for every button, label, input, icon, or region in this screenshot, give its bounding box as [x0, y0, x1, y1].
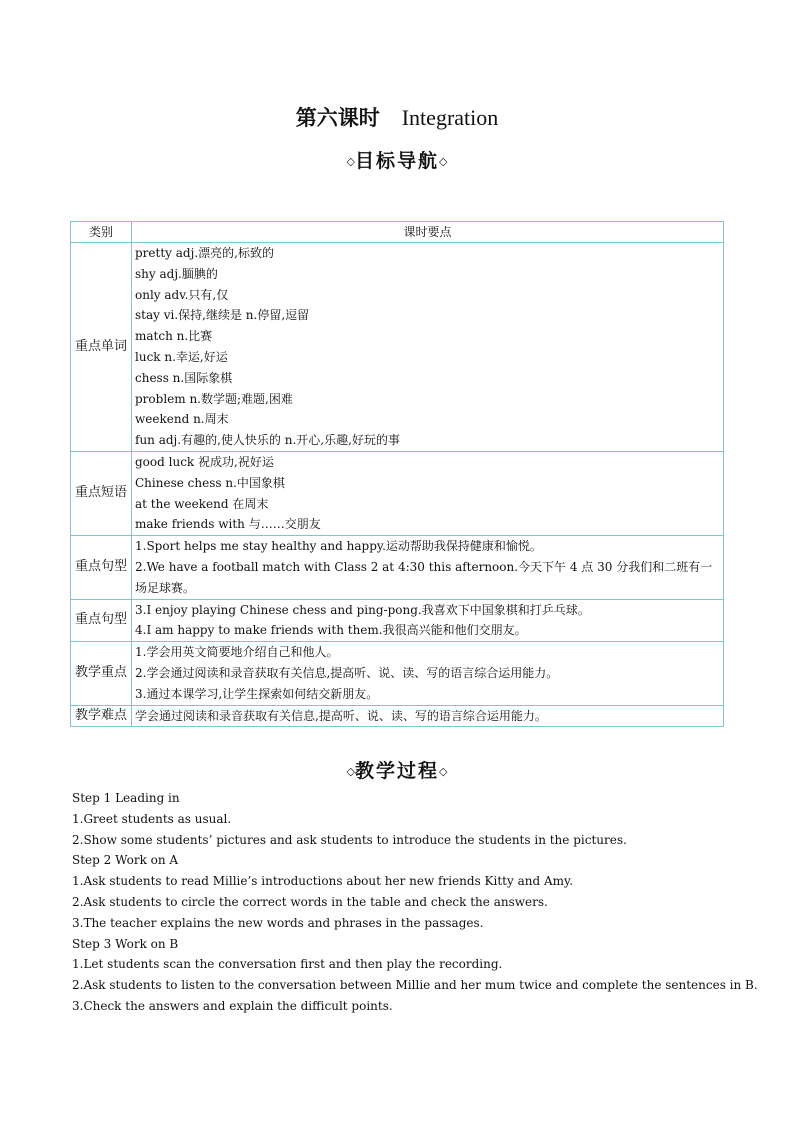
row-category: 教学重点: [71, 642, 132, 705]
diamond-icon: ◇: [439, 765, 448, 778]
content-line: 1.Sport helps me stay healthy and happy.运动帮助我保持健康和愉悦。: [135, 539, 542, 554]
content-line: only adv.只有,仅: [135, 287, 229, 302]
row-category: 教学难点: [71, 705, 132, 727]
step-item: 2.Show some students’ pictures and ask students to introduce the students in the pictures.: [72, 832, 627, 847]
content-line: weekend n.周末: [135, 412, 229, 427]
page-title: [0, 103, 794, 133]
content-line: pretty adj.漂亮的,标致的: [135, 246, 274, 260]
title-chinese: 第六课时: [295, 105, 380, 130]
content-line: make friends with 与……交朋友: [135, 517, 321, 532]
content-line: 4.I am happy to make friends with them.我很高兴能和他们交朋友。: [135, 623, 527, 638]
title-english: Integration: [401, 105, 499, 130]
content-line: at the weekend 在周末: [135, 496, 269, 511]
table-header-row: [71, 222, 724, 243]
row-content: [132, 599, 724, 642]
diamond-icon: ◇: [346, 765, 355, 778]
content-line: 学会通过阅读和录音获取有关信息,提高听、说、读、写的语言综合运用能力。: [135, 708, 547, 723]
table-row: [71, 705, 724, 727]
table-row: [71, 599, 724, 642]
step-item: 3.The teacher explains the new words and phrases in the passages.: [72, 915, 484, 930]
goals-heading: [0, 149, 794, 174]
content-line: fun adj.有趣的,使人快乐的 n.开心,乐趣,好玩的事: [135, 433, 400, 448]
content-line: match n.比赛: [135, 329, 213, 344]
step-heading: Step 3 Work on B: [72, 936, 179, 951]
row-category: 重点句型: [71, 536, 132, 599]
content-line: 2.学会通过阅读和录音获取有关信息,提高听、说、读、写的语言综合运用能力。: [135, 665, 559, 680]
step-item: 1.Let students scan the conversation first and then play the recording.: [72, 957, 503, 972]
goals-heading-text: 目标导航: [354, 150, 439, 172]
row-content: [132, 536, 724, 599]
row-category: 重点句型: [71, 599, 132, 642]
content-line: 2.We have a football match with Class 2 at 4:30 this afternoon.今天下午 4 点 30 分我们和二班有一场足球赛。: [135, 559, 713, 595]
table-row: [71, 451, 724, 535]
row-content: [132, 243, 724, 452]
row-category: 重点短语: [71, 451, 132, 535]
step-item: 1.Greet students as usual.: [72, 811, 232, 826]
row-content: [132, 642, 724, 705]
row-content: [132, 451, 724, 535]
content-line: good luck 祝成功,祝好运: [135, 454, 274, 469]
step-item: 2.Ask students to listen to the conversation between Millie and her mum twice and complete the sentences in B.: [72, 978, 758, 993]
content-line: 3.通过本课学习,让学生探索如何结交新朋友。: [135, 686, 379, 701]
content-line: shy adj.腼腆的: [135, 266, 218, 281]
step-item: 3.Check the answers and explain the difficult points.: [72, 998, 393, 1013]
teaching-process: [72, 788, 758, 1017]
content-line: stay vi.保持,继续是 n.停留,逗留: [135, 308, 310, 323]
process-heading: [0, 759, 794, 784]
process-heading-text: 教学过程: [354, 760, 439, 782]
step-item: 1.Ask students to read Millie’s introductions about her new friends Kitty and Amy.: [72, 874, 574, 889]
content-line: problem n.数学题;难题,困难: [135, 391, 293, 406]
content-line: Chinese chess n.中国象棋: [135, 475, 285, 490]
content-line: chess n.国际象棋: [135, 370, 233, 385]
content-line: 3.I enjoy playing Chinese chess and ping-pong.我喜欢下中国象棋和打乒乓球。: [135, 602, 590, 617]
content-line: 1.学会用英文简要地介绍自己和他人。: [135, 645, 339, 660]
content-line: luck n.幸运,好运: [135, 349, 228, 364]
table-row: [71, 642, 724, 705]
diamond-icon: ◇: [439, 155, 448, 168]
table-row: [71, 243, 724, 452]
row-category: 重点单词: [71, 243, 132, 452]
header-key-points: 课时要点: [132, 222, 724, 243]
header-category: 类别: [71, 222, 132, 243]
table-row: [71, 536, 724, 599]
step-heading: Step 1 Leading in: [72, 791, 180, 805]
diamond-icon: ◇: [346, 155, 355, 168]
row-content: [132, 705, 724, 727]
step-heading: Step 2 Work on A: [72, 853, 179, 868]
key-points-table: [70, 221, 724, 727]
step-item: 2.Ask students to circle the correct words in the table and check the answers.: [72, 894, 548, 909]
